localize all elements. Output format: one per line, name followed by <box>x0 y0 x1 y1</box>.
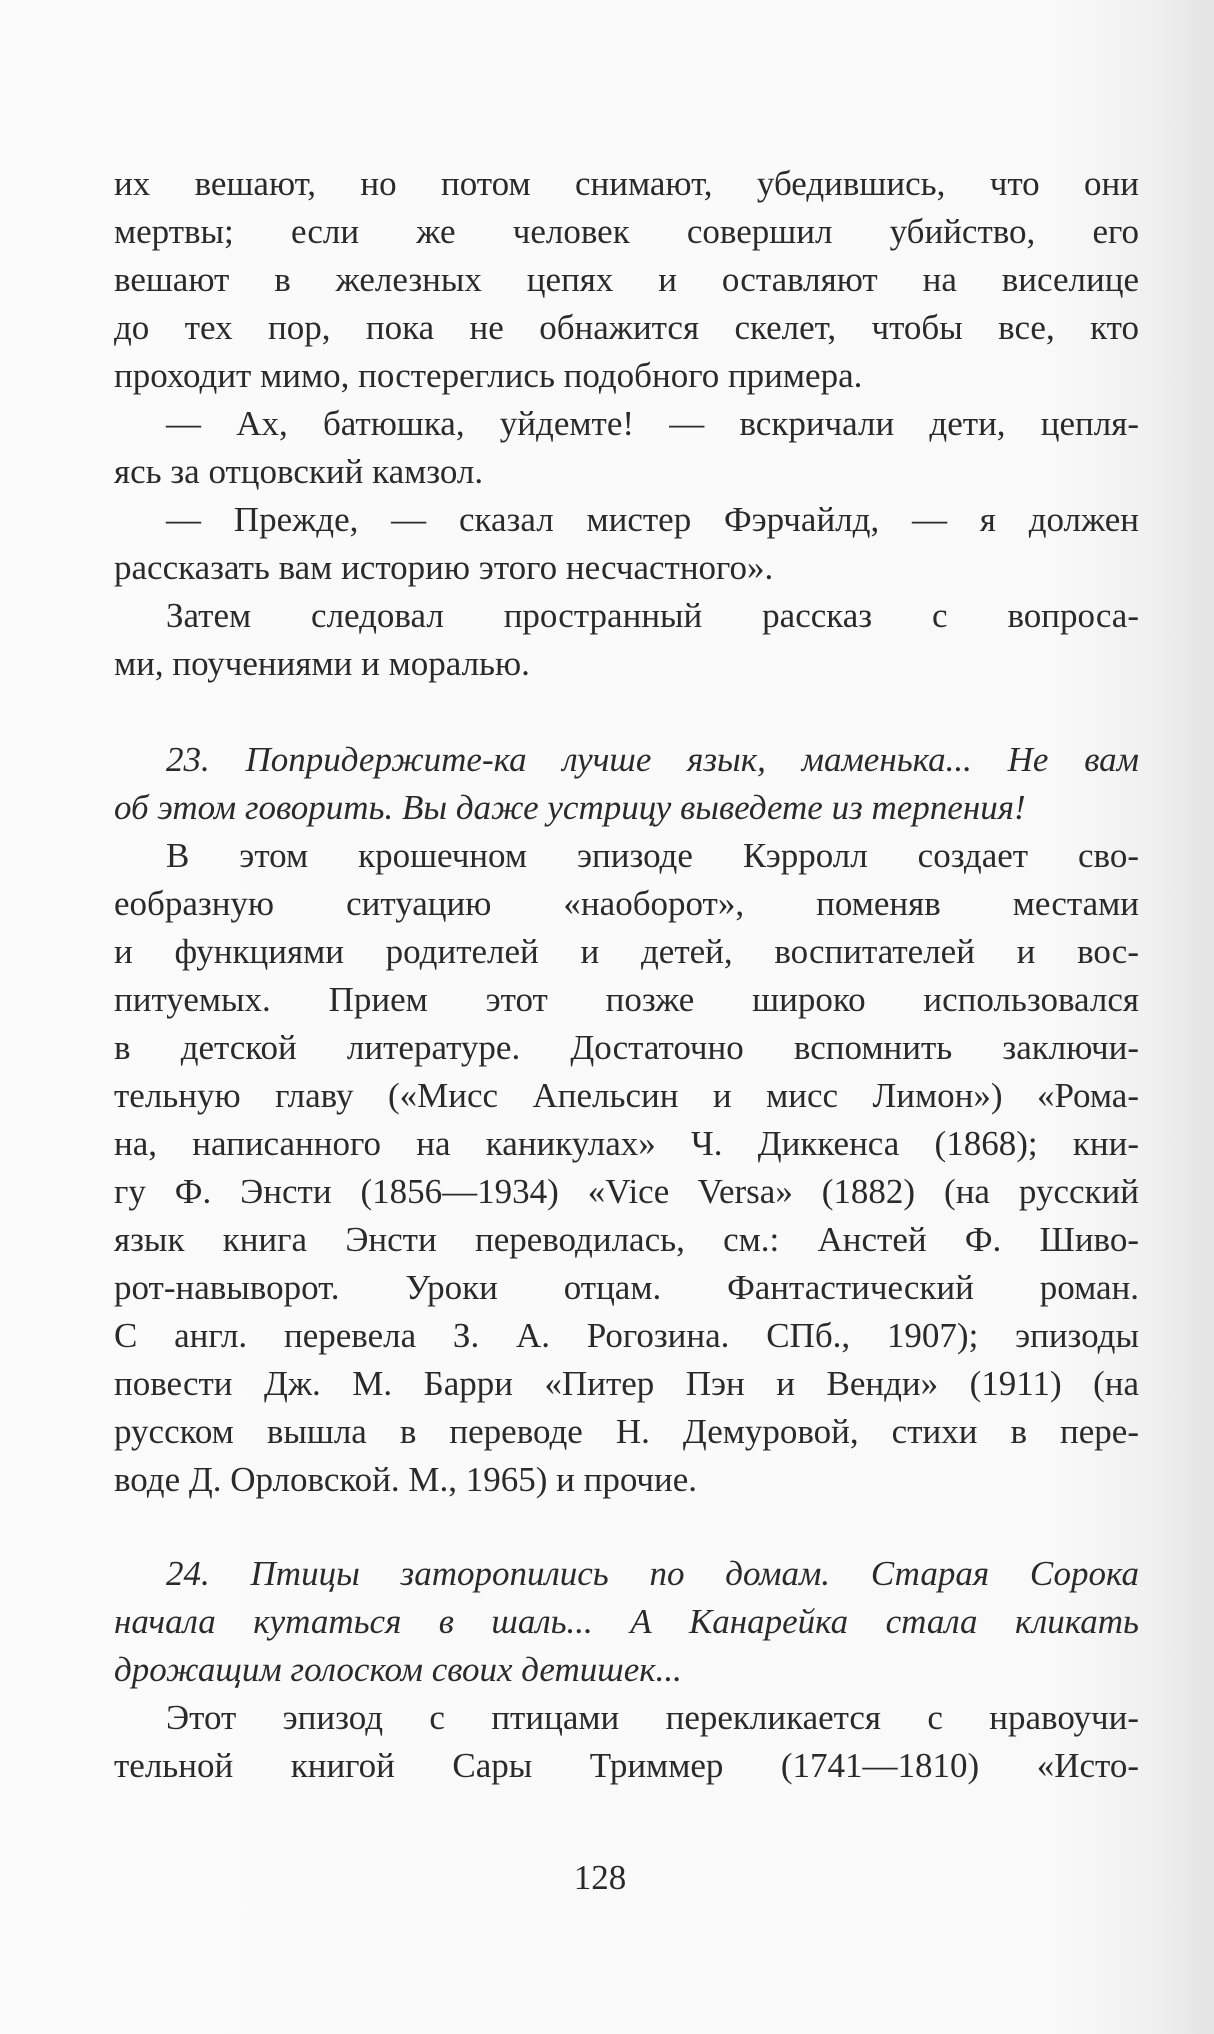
text-line: рассказать вам историю этого несчастного». <box>114 548 774 587</box>
text-line: воде Д. Орловской. М., 1965) и прочие. <box>114 1460 698 1499</box>
text-line: — Ах, батюшка, уйдемте! — вскричали дети, цепля- <box>166 404 1139 443</box>
section-gap <box>114 1504 1139 1550</box>
note-23-heading <box>114 736 1139 832</box>
text-line: В этом крошечном эпизоде Кэрролл создает сво- <box>166 836 1139 875</box>
note-24-line: 24. Птицы заторопились по домам. Старая Сорока <box>166 1554 1139 1593</box>
text-line: Этот эпизод с птицами перекликается с нравоучи- <box>166 1698 1139 1737</box>
note-24-heading <box>114 1550 1139 1694</box>
dialogue-fairchild <box>114 496 1139 592</box>
text-line: мертвы; если же человек совершил убийство, его <box>114 212 1139 251</box>
dialogue-children <box>114 400 1139 496</box>
note-23-line: 23. Попридержите-ка лучше язык, маменька... Не вам <box>166 740 1139 779</box>
text-line: тельную главу («Мисс Апельсин и мисс Лимон») «Рома- <box>114 1076 1139 1115</box>
text-line: на, написанного на каникулах» Ч. Диккенса (1868); кни- <box>114 1124 1139 1163</box>
text-line: и функциями родителей и детей, воспитателей и вос- <box>114 932 1139 971</box>
text-line: тельной книгой Сары Триммер (1741—1810) «Исто- <box>114 1746 1139 1785</box>
text-line: до тех пор, пока не обнажится скелет, чтобы все, кто <box>114 308 1139 347</box>
text-line: гу Ф. Энсти (1856—1934) «Vice Versa» (1882) (на русский <box>114 1172 1139 1211</box>
text-line: рот-навыворот. Уроки отцам. Фантастический роман. <box>114 1268 1139 1307</box>
text-line: еобразную ситуацию «наоборот», поменяв местами <box>114 884 1139 923</box>
paragraph-story-follows <box>114 592 1139 688</box>
text-line: русском вышла в переводе Н. Демуровой, стихи в пере- <box>114 1412 1139 1451</box>
text-line: — Прежде, — сказал мистер Фэрчайлд, — я должен <box>166 500 1139 539</box>
note-24-commentary <box>114 1694 1139 1790</box>
note-24-line: дрожащим голоском своих детишек... <box>114 1650 682 1689</box>
text-line: ясь за отцовский камзол. <box>114 452 484 491</box>
text-line: язык книга Энсти переводилась, см.: Анстей Ф. Шиво- <box>114 1220 1139 1259</box>
text-line: питуемых. Прием этот позже широко использовался <box>114 980 1139 1019</box>
paragraph-execution-story <box>114 160 1139 400</box>
text-line: Затем следовал пространный рассказ с вопроса- <box>166 596 1139 635</box>
page-number: 128 <box>573 1858 627 1897</box>
text-line: проходит мимо, постереглись подобного примера. <box>114 356 863 395</box>
page-body <box>114 160 1139 1790</box>
text-line: их вешают, но потом снимают, убедившись, что они <box>114 164 1139 203</box>
note-24-line: начала кутаться в шаль... А Канарейка стала кликать <box>114 1602 1139 1641</box>
note-23-line: об этом говорить. Вы даже устрицу выведете из терпения! <box>114 788 1026 827</box>
text-line: С англ. перевела З. А. Рогозина. СПб., 1907); эпизоды <box>114 1316 1139 1355</box>
note-23-commentary <box>114 832 1139 1504</box>
section-gap <box>114 688 1139 736</box>
text-line: ми, поучениями и моралью. <box>114 644 530 683</box>
text-line: повести Дж. М. Барри «Питер Пэн и Венди» (1911) (на <box>114 1364 1139 1403</box>
text-line: вешают в железных цепях и оставляют на виселице <box>114 260 1139 299</box>
text-line: в детской литературе. Достаточно вспомнить заключи- <box>114 1028 1139 1067</box>
